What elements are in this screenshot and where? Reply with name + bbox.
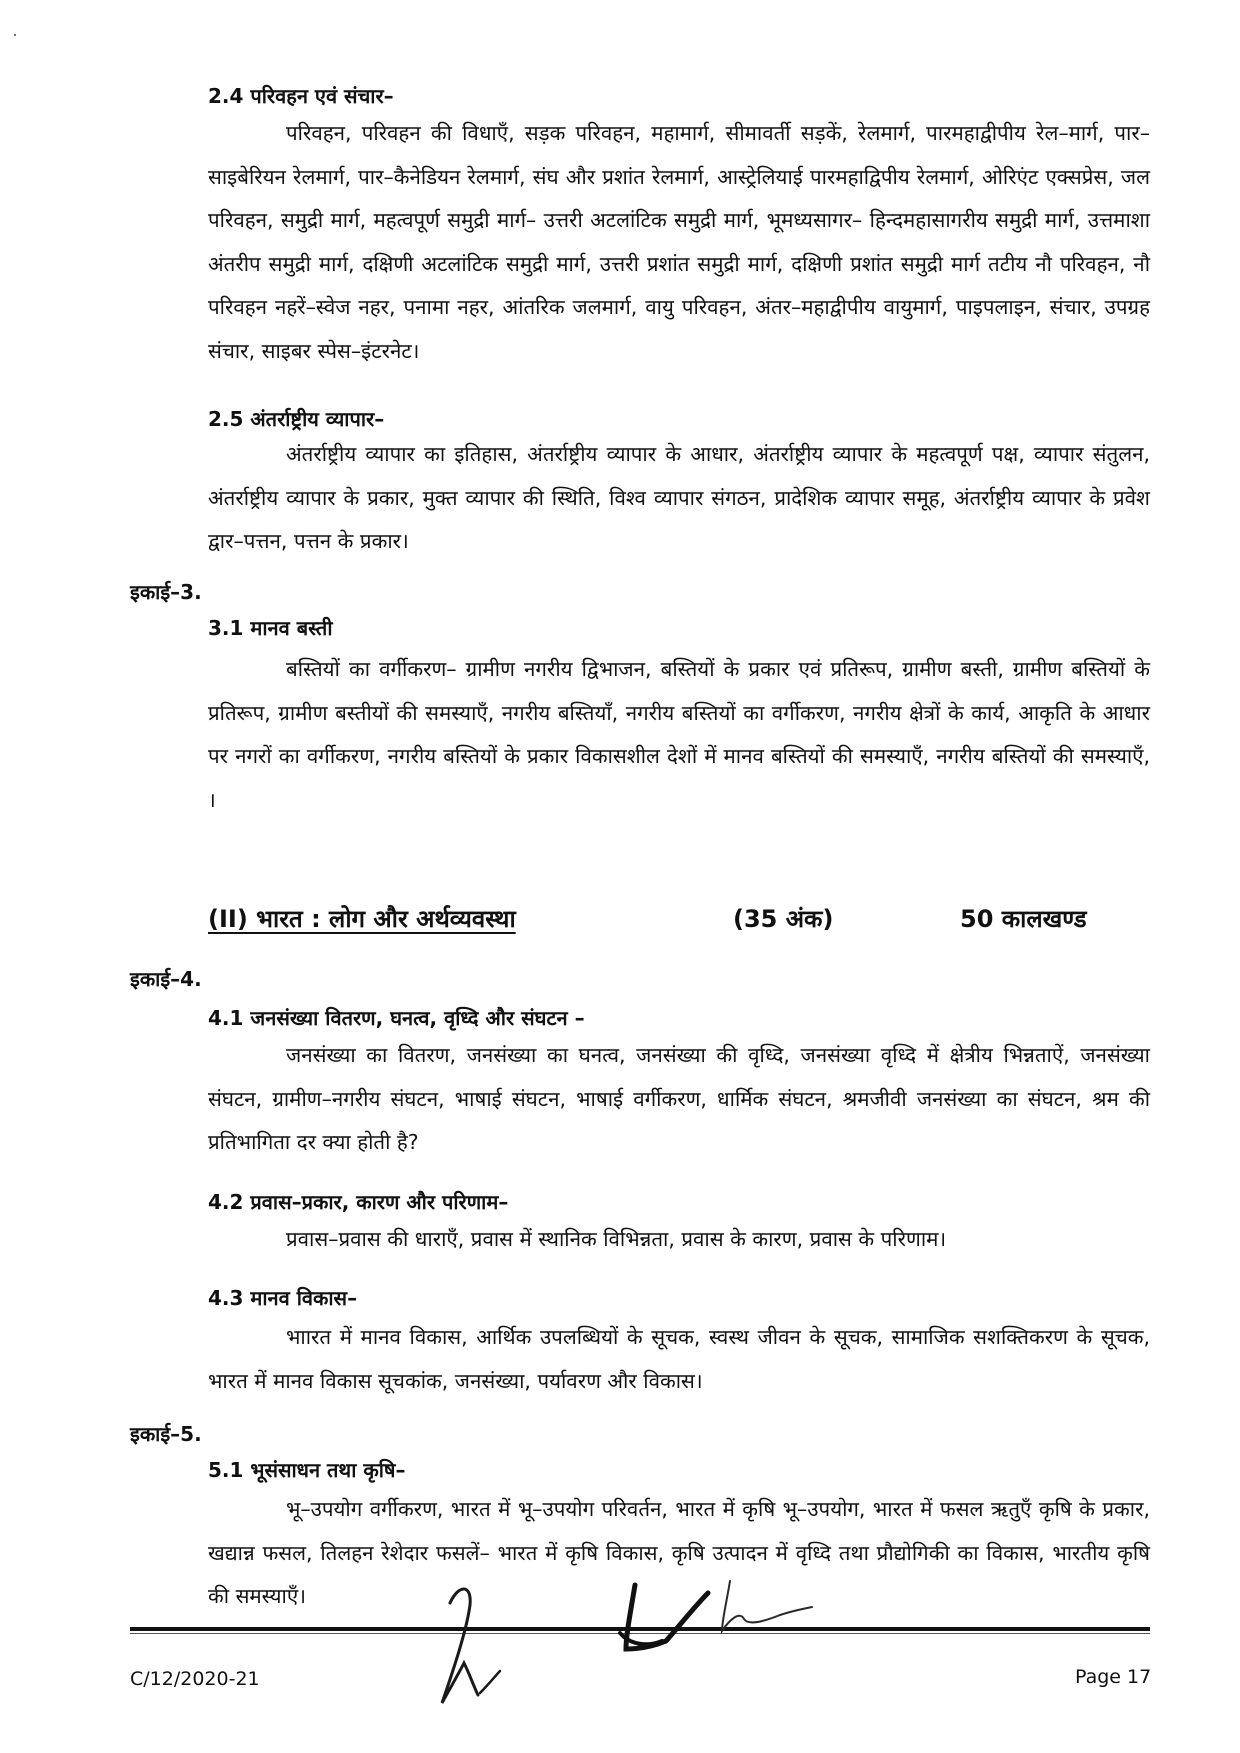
part-2-title: (II) भारत : लोग और अर्थव्यवस्था bbox=[208, 905, 516, 933]
page-number: Page 17 bbox=[1075, 1666, 1152, 1688]
section-2-5-heading: 2.5 अंतर्राष्ट्रीय व्यापार– bbox=[208, 407, 385, 431]
part-2-marks: (35 अंक) bbox=[733, 905, 834, 933]
document-code: C/12/2020-21 bbox=[130, 1668, 260, 1690]
section-2-4-heading: 2.4 परिवहन एवं संचार– bbox=[208, 84, 394, 108]
section-4-1-body: जनसंख्या का वितरण, जनसंख्या का घनत्व, जनसंख्या की वृध्दि, जनसंख्या वृध्दि में क्षेत्रीय भिन्नताऐं, जनसंख्या संघटन, ग्रामीण–नगरीय संघटन, भाषाई संघटन, भाषाई वर्गीकरण, धार्मिक संघटन, श्रमजीवी जनसंख्या का संघटन, श्रम की प्रतिभागिता दर क्या होती है? bbox=[208, 1043, 1150, 1155]
scan-speck bbox=[14, 34, 16, 36]
section-4-2-heading: 4.2 प्रवास–प्रकार, कारण और परिणाम– bbox=[208, 1190, 509, 1214]
part-2-periods: 50 कालखण्ड bbox=[960, 905, 1087, 933]
unit-3-label: इकाई–3. bbox=[130, 580, 202, 604]
unit-4-label: इकाई–4. bbox=[130, 967, 202, 991]
section-2-4-body: परिवहन, परिवहन की विधाएँ, सड़क परिवहन, महामार्ग, सीमावर्ती सड़कें, रेलमार्ग, पारमहाद्वीपीय रेल–मार्ग, पार–साइबेरियन रेलमार्ग, पार–कैनेडियन रेलमार्ग, संघ और प्रशांत रेलमार्ग, आस्ट्रेलियाई पारमहाद्विपीय रेलमार्ग, ओरिएंट एक्सप्रेस, जल परिवहन, समुद्री मार्ग, महत्वपूर्ण समुद्री मार्ग– उत्तरी अटलांटिक समुद्री मार्ग, भूमध्यसागर– हिन्दमहासागरीय समुद्री मार्ग, उत्तमाशा अंतरीप समुद्री मार्ग, दक्षिणी अटलांटिक समुद्री मार्ग, उत्तरी प्रशांत समुद्री मार्ग, दक्षिणी प्रशांत समुद्री मार्ग तटीय नौ परिवहन, नौ परिवहन नहरें–स्वेज नहर, पनामा नहर, आंतरिक जलमार्ग, वायु परिवहन, अंतर–महाद्वीपीय वायुमार्ग, पाइपलाइन, संचार, उपग्रह संचार, साइबर स्पेस–इंटरनेट। bbox=[208, 121, 1150, 363]
section-5-1-body: भू–उपयोग वर्गीकरण, भारत में भू–उपयोग परिवर्तन, भारत में कृषि भू–उपयोग, भारत में फसल ऋतुएँ कृषि के प्रकार, खद्यान्न फसल, तिलहन रेशेदार फसलें– भारत में कृषि विकास, कृषि उत्पादन में वृध्दि तथा प्रौद्योगिकी का विकास, भारतीय कृषि की समस्याएँ। bbox=[208, 1497, 1150, 1609]
section-3-1-heading: 3.1 मानव बस्ती bbox=[208, 616, 333, 640]
section-4-3-body: भाारत में मानव विकास, आर्थिक उपलब्धियों के सूचक, स्वस्थ जीवन के सूचक, सामाजिक सशक्तिकरण के सूचक, भारत में मानव विकास सूचकांक, जनसंख्या, पर्यावरण और विकास। bbox=[208, 1325, 1150, 1393]
section-3-1-body: बस्तियों का वर्गीकरण– ग्रामीण नगरीय द्विभाजन, बस्तियों के प्रकार एवं प्रतिरूप, ग्रामीण बस्ती, ग्रामीण बस्तियों के प्रतिरूप, ग्रामीण बस्तीयों की समस्याएँ, नगरीय बस्तियाँ, नगरीय बस्तियों का वर्गीकरण, नगरीय क्षेत्रों के कार्य, आकृति के आधार पर नगरों का वर्गीकरण, नगरीय बस्तियों के प्रकार विकासशील देशों में मानव बस्तियों की समस्याएँ, नगरीय बस्तियों की समस्याएँ, । bbox=[208, 657, 1150, 812]
unit-5-label: इकाई–5. bbox=[130, 1422, 202, 1446]
section-4-2-body: प्रवास–प्रवास की धाराएँ, प्रवास में स्थानिक विभिन्नता, प्रवास के कारण, प्रवास के परिणाम। bbox=[286, 1227, 947, 1251]
section-2-5-body: अंतर्राष्ट्रीय व्यापार का इतिहास, अंतर्राष्ट्रीय व्यापार के आधार, अंतर्राष्ट्रीय व्यापार के महत्वपूर्ण पक्ष, व्यापार संतुलन, अंतर्राष्ट्रीय व्यापार के प्रकार, मुक्त व्यापार की स्थिति, विश्व व्यापार संगठन, प्रादेशिक व्यापार समूह, अंतर्राष्ट्रीय व्यापार के प्रवेश द्वार–पत्तन, पत्तन के प्रकार। bbox=[208, 442, 1150, 554]
section-4-3-heading: 4.3 मानव विकास– bbox=[208, 1286, 358, 1310]
section-4-1-heading: 4.1 जनसंख्या वितरण, घनत्व, वृध्दि और संघटन – bbox=[208, 1006, 585, 1030]
section-5-1-heading: 5.1 भूसंसाधन तथा कृषि– bbox=[208, 1458, 406, 1482]
handwritten-signature bbox=[430, 1575, 850, 1725]
